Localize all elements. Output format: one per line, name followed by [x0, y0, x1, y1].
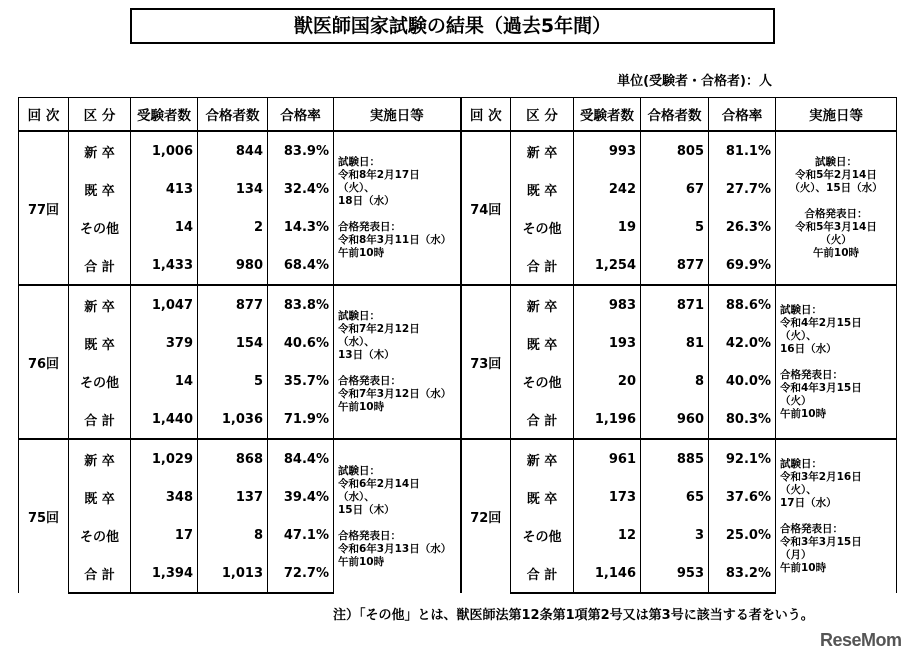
passers: 885 — [641, 439, 709, 478]
examinees: 14 — [131, 362, 198, 400]
examinees: 14 — [131, 208, 198, 246]
exam-dates: 試験日： 令和4年2月15日（火）、 16日（水） 合格発表日： 令和4年3月15日（火） 午前10時 — [776, 285, 897, 439]
category: 既 卒 — [69, 478, 131, 516]
column-header: 実施日等 — [776, 98, 897, 132]
pass-rate: 47.1% — [268, 516, 334, 554]
category: 合 計 — [69, 246, 131, 285]
table-row — [19, 131, 897, 170]
category: その他 — [511, 516, 574, 554]
examinees: 20 — [574, 362, 641, 400]
passers: 2 — [198, 208, 268, 246]
category: 既 卒 — [511, 478, 574, 516]
examinees: 961 — [574, 439, 641, 478]
exam-number: 72回 — [461, 439, 511, 593]
examinees: 1,433 — [131, 246, 198, 285]
passers: 8 — [198, 516, 268, 554]
column-header: 回 次 — [461, 98, 511, 132]
passers: 980 — [198, 246, 268, 285]
passers: 154 — [198, 324, 268, 362]
pass-rate: 37.6% — [709, 478, 776, 516]
passers: 65 — [641, 478, 709, 516]
passers: 3 — [641, 516, 709, 554]
header-row — [19, 98, 897, 132]
passers: 805 — [641, 131, 709, 170]
category: 新 卒 — [69, 439, 131, 478]
column-header: 合格者数 — [641, 98, 709, 132]
passers: 5 — [198, 362, 268, 400]
exam-dates: 試験日： 令和3年2月16日（火）、 17日（水） 合格発表日： 令和3年3月15日（月） 午前10時 — [776, 439, 897, 593]
category: 合 計 — [511, 554, 574, 593]
passers: 134 — [198, 170, 268, 208]
pass-rate: 35.7% — [268, 362, 334, 400]
column-header: 合格者数 — [198, 98, 268, 132]
column-header: 回 次 — [19, 98, 69, 132]
pass-rate: 32.4% — [268, 170, 334, 208]
examinees: 993 — [574, 131, 641, 170]
pass-rate: 68.4% — [268, 246, 334, 285]
pass-rate: 72.7% — [268, 554, 334, 593]
category: 既 卒 — [511, 324, 574, 362]
category: 新 卒 — [511, 131, 574, 170]
pass-rate: 83.9% — [268, 131, 334, 170]
column-header: 受験者数 — [574, 98, 641, 132]
category: 新 卒 — [511, 439, 574, 478]
exam-dates: 試験日： 令和5年2月14日 （火）、15日（水） 合格発表日： 令和5年3月14日（火） 午前10時 — [776, 131, 897, 285]
pass-rate: 92.1% — [709, 439, 776, 478]
passers: 5 — [641, 208, 709, 246]
passers: 877 — [641, 246, 709, 285]
category: 既 卒 — [511, 170, 574, 208]
category: 新 卒 — [69, 285, 131, 324]
examinees: 173 — [574, 478, 641, 516]
passers: 877 — [198, 285, 268, 324]
passers: 868 — [198, 439, 268, 478]
category: 合 計 — [511, 400, 574, 439]
footnote: 注）「その他」とは、獣医師法第12条第1項第2号又は第3号に該当する者をいう。 — [333, 608, 814, 623]
column-header: 合格率 — [709, 98, 776, 132]
category: 合 計 — [511, 246, 574, 285]
results-table — [18, 97, 897, 594]
table-row — [19, 439, 897, 478]
column-header: 実施日等 — [334, 98, 461, 132]
page-title: 獣医師国家試験の結果（過去5年間） — [130, 8, 775, 44]
examinees: 1,047 — [131, 285, 198, 324]
exam-number: 77回 — [19, 131, 69, 285]
examinees: 1,440 — [131, 400, 198, 439]
column-header: 区 分 — [511, 98, 574, 132]
examinees: 1,196 — [574, 400, 641, 439]
examinees: 193 — [574, 324, 641, 362]
pass-rate: 40.6% — [268, 324, 334, 362]
passers: 81 — [641, 324, 709, 362]
category: 既 卒 — [69, 170, 131, 208]
column-header: 受験者数 — [131, 98, 198, 132]
passers: 960 — [641, 400, 709, 439]
resemom-logo: ReseMom — [820, 630, 902, 650]
exam-number: 76回 — [19, 285, 69, 439]
pass-rate: 81.1% — [709, 131, 776, 170]
passers: 67 — [641, 170, 709, 208]
pass-rate: 83.2% — [709, 554, 776, 593]
category: その他 — [511, 362, 574, 400]
category: その他 — [69, 208, 131, 246]
passers: 871 — [641, 285, 709, 324]
pass-rate: 25.0% — [709, 516, 776, 554]
category: その他 — [511, 208, 574, 246]
exam-number: 75回 — [19, 439, 69, 593]
passers: 137 — [198, 478, 268, 516]
pass-rate: 69.9% — [709, 246, 776, 285]
examinees: 1,029 — [131, 439, 198, 478]
pass-rate: 88.6% — [709, 285, 776, 324]
examinees: 348 — [131, 478, 198, 516]
examinees: 12 — [574, 516, 641, 554]
examinees: 379 — [131, 324, 198, 362]
pass-rate: 39.4% — [268, 478, 334, 516]
examinees: 19 — [574, 208, 641, 246]
category: 新 卒 — [511, 285, 574, 324]
exam-number: 74回 — [461, 131, 511, 285]
examinees: 983 — [574, 285, 641, 324]
examinees: 413 — [131, 170, 198, 208]
exam-dates: 試験日： 令和6年2月14日（水）、 15日（木） 合格発表日： 令和6年3月13日（水） 午前10時 — [334, 439, 461, 593]
exam-dates: 試験日： 令和8年2月17日（火）、 18日（水） 合格発表日： 令和8年3月11日（水） 午前10時 — [334, 131, 461, 285]
column-header: 区 分 — [69, 98, 131, 132]
pass-rate: 71.9% — [268, 400, 334, 439]
exam-number: 73回 — [461, 285, 511, 439]
category: 既 卒 — [69, 324, 131, 362]
exam-dates: 試験日： 令和7年2月12日（水）、 13日（木） 合格発表日： 令和7年3月12日（水） 午前10時 — [334, 285, 461, 439]
passers: 8 — [641, 362, 709, 400]
category: その他 — [69, 516, 131, 554]
category: 合 計 — [69, 554, 131, 593]
passers: 844 — [198, 131, 268, 170]
pass-rate: 26.3% — [709, 208, 776, 246]
pass-rate: 80.3% — [709, 400, 776, 439]
examinees: 1,254 — [574, 246, 641, 285]
pass-rate: 27.7% — [709, 170, 776, 208]
pass-rate: 40.0% — [709, 362, 776, 400]
examinees: 242 — [574, 170, 641, 208]
passers: 953 — [641, 554, 709, 593]
column-header: 合格率 — [268, 98, 334, 132]
pass-rate: 83.8% — [268, 285, 334, 324]
pass-rate: 84.4% — [268, 439, 334, 478]
examinees: 1,006 — [131, 131, 198, 170]
passers: 1,036 — [198, 400, 268, 439]
examinees: 17 — [131, 516, 198, 554]
unit-label: 単位(受験者・合格者)：人 — [617, 74, 772, 89]
table-row — [19, 285, 897, 324]
pass-rate: 42.0% — [709, 324, 776, 362]
category: 新 卒 — [69, 131, 131, 170]
examinees: 1,394 — [131, 554, 198, 593]
examinees: 1,146 — [574, 554, 641, 593]
passers: 1,013 — [198, 554, 268, 593]
pass-rate: 14.3% — [268, 208, 334, 246]
category: 合 計 — [69, 400, 131, 439]
category: その他 — [69, 362, 131, 400]
